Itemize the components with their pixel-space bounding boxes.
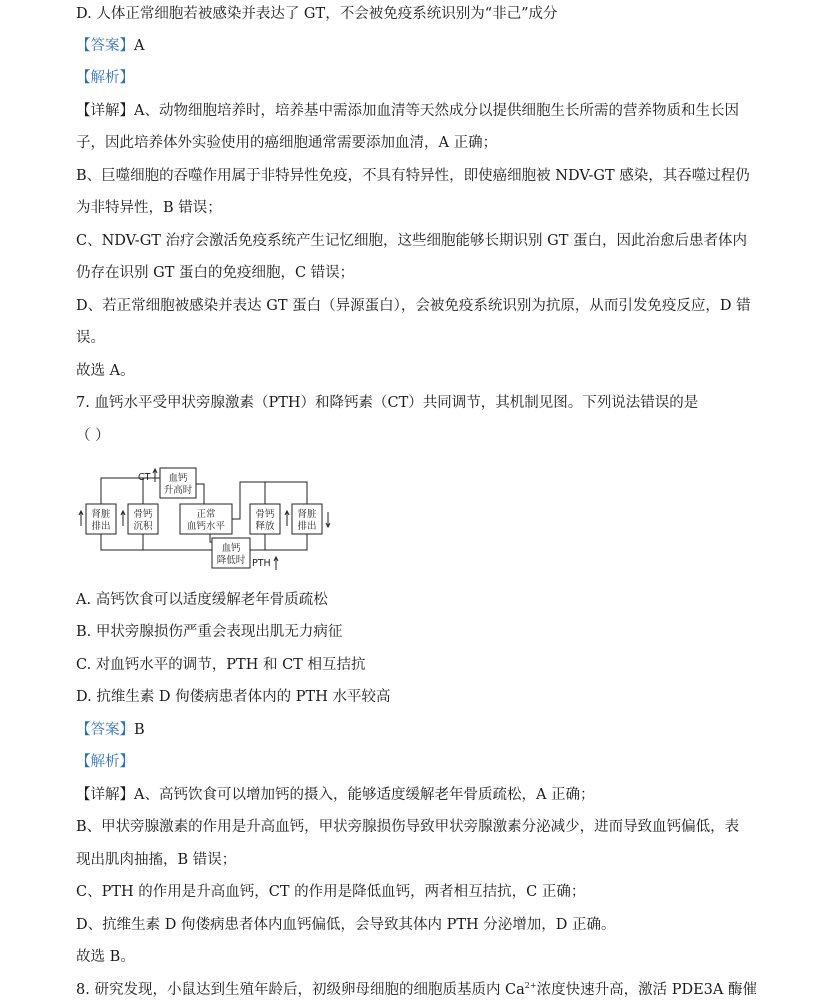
answer-q6 (76, 36, 144, 56)
svg-text:肾脏: 肾脏 (91, 509, 111, 520)
detail-q6-line-3: B、巨噬细胞的吞噬作用属于非特异性免疫，不具有特异性，即使癌细胞被 NDV-GT 感染，其吞噬过程仍 (76, 168, 750, 184)
detail-q6-line-4: 为非特异性，B 错误； (76, 200, 222, 216)
calcium-regulation-diagram (76, 462, 346, 582)
analysis-tag-q6: 【解析】 (76, 70, 134, 86)
detail-q6-line-1: 【详解】A、动物细胞培养时，培养基中需添加血清等天然成分以提供细胞生长所需的营养物质和生长因 (76, 103, 739, 119)
conclusion-q6: 故选 A。 (76, 363, 135, 379)
conclusion-q7: 故选 B。 (76, 949, 135, 965)
option-b-q7: B. 甲状旁腺损伤严重会表现出肌无力病征 (76, 624, 343, 640)
svg-text:排出: 排出 (91, 521, 111, 532)
answer-q7 (76, 720, 145, 740)
answer-value: B (134, 722, 145, 738)
pth-label: PTH (252, 558, 271, 569)
detail-q7-line-5: D、抗维生素 D 佝偻病患者体内血钙偏低，会导致其体内 PTH 分泌增加，D 正确。 (76, 917, 616, 933)
option-d-q6: D. 人体正常细胞若被感染并表达了 GT，不会被免疫系统识别为“非己”成分 (76, 6, 558, 22)
detail-q7-line-1: 【详解】A、高钙饮食可以增加钙的摄入，能够适度缓解老年骨质疏松，A 正确； (76, 787, 595, 803)
option-a-q7: A. 高钙饮食可以适度缓解老年骨质疏松 (76, 592, 328, 608)
svg-text:正常: 正常 (196, 509, 216, 520)
svg-text:血钙水平: 血钙水平 (186, 521, 226, 532)
svg-text:骨钙: 骨钙 (255, 509, 275, 520)
svg-text:血钙: 血钙 (221, 543, 241, 554)
detail-tag: 【详解】 (76, 103, 134, 119)
option-d-q7: D. 抗维生素 D 佝偻病患者体内的 PTH 水平较高 (76, 689, 391, 705)
question-8-stem: 8. 研究发现，小鼠达到生殖年龄后，初级卵母细胞的细胞质基质内 $Ca^{2+}$浓度快速升高，激活 PDE3A 酶催 (76, 981, 757, 998)
svg-text:血钙: 血钙 (168, 473, 188, 484)
question-7-paren: （ ） (76, 428, 110, 444)
svg-text:释放: 释放 (255, 521, 275, 532)
detail-q6-line-8: 误。 (76, 330, 105, 346)
detail-q6-line-5: C、NDV-GT 治疗会激活免疫系统产生记忆细胞，这些细胞能够长期识别 GT 蛋白，因此治愈后患者体内 (76, 233, 748, 249)
svg-text:骨钙: 骨钙 (133, 509, 153, 520)
svg-text:沉积: 沉积 (133, 521, 153, 532)
svg-text:肾脏: 肾脏 (297, 509, 317, 520)
answer-tag: 【答案】 (76, 722, 134, 738)
answer-value: A (134, 38, 145, 54)
detail-tag: 【详解】 (76, 787, 134, 803)
detail-q6-line-2: 子，因此培养体外实验使用的癌细胞通常需要添加血清，A 正确； (76, 135, 498, 151)
detail-q7-line-4: C、PTH 的作用是升高血钙，CT 的作用是降低血钙，两者相互拮抗，C 正确； (76, 884, 586, 900)
detail-q6-line-7: D、若正常细胞被感染并表达 GT 蛋白（异源蛋白），会被免疫系统识别为抗原，从而引发免疫反应，D 错 (76, 298, 751, 314)
svg-text:升高时: 升高时 (163, 485, 193, 496)
analysis-tag-q7: 【解析】 (76, 754, 134, 770)
svg-text:排出: 排出 (297, 521, 317, 532)
question-7-stem: 7. 血钙水平受甲状旁腺激素（PTH）和降钙素（CT）共同调节，其机制见图。下列说法错误的是 (76, 395, 699, 411)
detail-q7-line-2: B、甲状旁腺激素的作用是升高血钙，甲状旁腺损伤导致甲状旁腺激素分泌减少，进而导致血钙偏低，表 (76, 819, 740, 835)
detail-q6-line-6: 仍存在识别 GT 蛋白的免疫细胞，C 错误； (76, 265, 355, 281)
answer-tag: 【答案】 (76, 38, 134, 54)
svg-text:降低时: 降低时 (216, 555, 246, 566)
detail-q7-line-3: 现出肌肉抽搐，B 错误； (76, 852, 237, 868)
option-c-q7: C. 对血钙水平的调节，PTH 和 CT 相互拮抗 (76, 657, 366, 673)
ct-label: CT (138, 472, 151, 483)
